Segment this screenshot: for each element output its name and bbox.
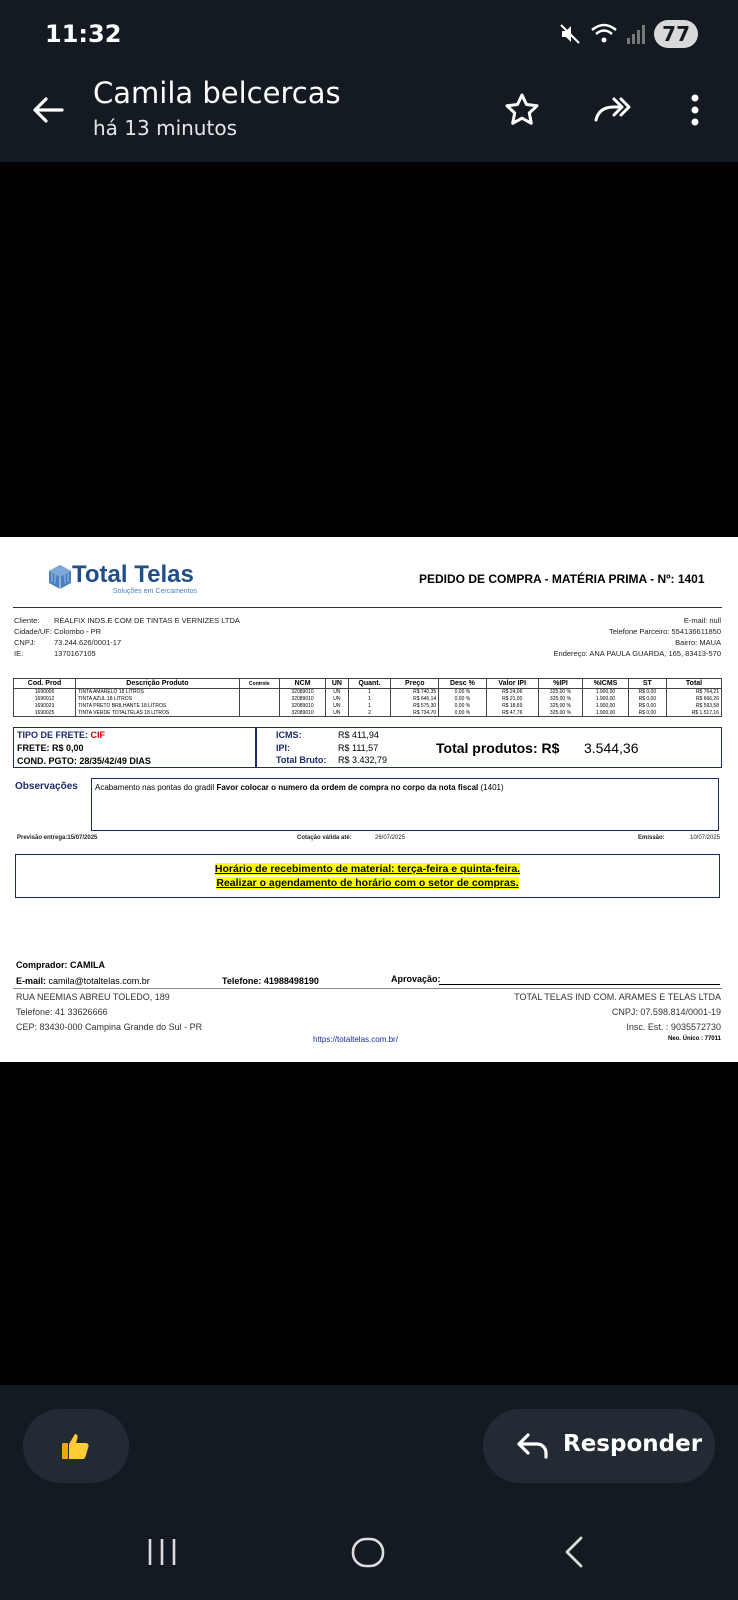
status-bar (0, 0, 738, 70)
order-title: PEDIDO DE COMPRA - MATÉRIA PRIMA - Nº: 1401 (419, 572, 705, 586)
table-cell: 1690012 (14, 696, 76, 703)
column-header: ST (628, 679, 666, 689)
table-cell: R$ 764,21 (667, 689, 722, 696)
table-cell: R$ 0,00 (628, 710, 666, 717)
mute-icon (558, 22, 582, 46)
table-cell: 1 (348, 703, 391, 710)
partner-district: Bairro: MAUA (675, 638, 721, 647)
items-table (13, 678, 722, 717)
buyer-phone-label: Telefone: (222, 976, 262, 986)
column-header: Total (667, 679, 722, 689)
freight-type-label: TIPO DE FRETE: (17, 730, 89, 740)
partner-phone: Telefone Parceiro: 554136611850 (608, 627, 721, 636)
table-cell: R$ 646,14 (391, 696, 439, 703)
table-cell: TINTA PRETO BRILHANTE 18 LITROS (76, 703, 240, 710)
table-cell: R$ 740,35 (391, 689, 439, 696)
nav-back-icon[interactable] (553, 1530, 597, 1574)
status-time: 11:32 (45, 20, 122, 48)
table-cell: 1.900,00 (583, 703, 628, 710)
obs-text-3: (1401) (480, 783, 504, 792)
table-cell: 325,00 % (538, 703, 582, 710)
items-header-row (14, 679, 722, 689)
column-header: %IPI (538, 679, 582, 689)
column-header: NCM (279, 679, 325, 689)
table-cell: UN (326, 703, 348, 710)
table-cell (239, 703, 279, 710)
purchase-order-image[interactable] (0, 537, 738, 1062)
table-cell: 1.900,00 (583, 710, 628, 717)
table-cell: 1.900,00 (583, 689, 628, 696)
sent-time: há 13 minutos (93, 116, 237, 140)
table-cell: R$ 0,00 (628, 696, 666, 703)
more-options-icon[interactable] (673, 88, 717, 132)
buyer-name: Comprador: CAMILA (16, 960, 105, 970)
table-cell: R$ 593,58 (667, 703, 722, 710)
city-label: Cidade/UF: (14, 627, 52, 636)
table-cell: 1 (348, 696, 391, 703)
ie-value: 1370167105 (54, 649, 96, 658)
buyer-phone: 41988498190 (263, 976, 319, 986)
reply-button[interactable] (483, 1409, 715, 1483)
table-cell: UN (326, 689, 348, 696)
company-cep: CEP: 83430-000 Campina Grande do Sul - PR (16, 1022, 203, 1032)
column-header: UN (326, 679, 348, 689)
table-cell: TINTA VERDE TOTALTELAS 18 LITROS (76, 710, 240, 717)
approval-line (439, 984, 720, 985)
table-cell: R$ 734,70 (391, 710, 439, 717)
column-header: Quant. (348, 679, 391, 689)
like-button[interactable] (23, 1409, 129, 1483)
cnpj-value: 73.244.626/0001-17 (54, 638, 122, 647)
reply-arrow-icon (515, 1431, 549, 1461)
logo-tagline: Soluções em Cercamentos (113, 588, 198, 595)
approval-label: Aprovação: (391, 974, 441, 984)
buyer-email-label: E-mail: (16, 976, 47, 986)
icms-label: ICMS: (276, 730, 302, 740)
table-cell: TINTA AZUL 18 LITROS (76, 696, 240, 703)
table-cell: 32089010 (279, 696, 325, 703)
company-neo: Neo. Único : 77011 (667, 1036, 721, 1042)
city-value: Colombo - PR (54, 627, 102, 636)
table-cell: R$ 24,06 (486, 689, 538, 696)
buyer-email: camila@totaltelas.com.br (48, 976, 150, 986)
bottom-bar (0, 1385, 738, 1600)
table-cell: TINTA AMARELO 18 LITROS (76, 689, 240, 696)
icms-value: R$ 411,94 (338, 730, 379, 740)
observations-box (91, 778, 719, 831)
table-cell: R$ 47,76 (486, 710, 538, 717)
table-cell (239, 696, 279, 703)
wifi-icon (590, 22, 618, 46)
table-cell: 325,00 % (538, 689, 582, 696)
table-row (14, 710, 722, 717)
gross-total-label: Total Bruto: (276, 755, 327, 765)
company-website[interactable]: https://totaltelas.com.br/ (313, 1035, 398, 1044)
column-header: %ICMS (583, 679, 628, 689)
home-icon[interactable] (346, 1530, 390, 1574)
table-cell: UN (326, 710, 348, 717)
status-icons (558, 20, 698, 48)
client-label: Cliente: (14, 616, 40, 625)
table-cell: 2 (348, 710, 391, 717)
issue-date-label: Emissão: (638, 835, 665, 841)
table-cell: 1.900,00 (583, 696, 628, 703)
table-cell: UN (326, 696, 348, 703)
table-cell: 1690023 (14, 703, 76, 710)
quote-valid-value: 26/07/2025 (375, 835, 406, 841)
table-cell: R$ 1.517,16 (667, 710, 722, 717)
footer-divider (13, 988, 722, 989)
column-header: Desc % (439, 679, 486, 689)
table-cell: 1 (348, 689, 391, 696)
observations-label: Observações (15, 781, 78, 792)
table-cell: 325,00 % (538, 710, 582, 717)
cnpj-label: CNPJ: (14, 638, 36, 647)
table-cell: R$ 0,00 (628, 703, 666, 710)
ipi-label: IPI: (276, 743, 291, 753)
items-body (14, 689, 722, 717)
quote-valid-label: Cotação válida até: (297, 835, 352, 841)
totals-box (256, 727, 722, 768)
company-phone: Telefone: 41 33626666 (16, 1007, 108, 1017)
freight-box (13, 727, 256, 768)
freight-type-value: CIF (90, 730, 106, 740)
table-cell: 0,00 % (439, 710, 486, 717)
back-arrow-icon[interactable] (28, 90, 68, 130)
total-products-label: Total produtos: R$ (436, 740, 560, 756)
notice-line-1: Horário de recebimento de material: terça-feira e quinta-feira. (214, 863, 521, 875)
reply-label: Responder (563, 1431, 703, 1457)
table-cell: 32089010 (279, 710, 325, 717)
table-row (14, 703, 722, 710)
header-divider (13, 607, 722, 608)
obs-text-1: Acabamento nas pontas do gradil (95, 783, 215, 792)
table-cell: 0,00 % (439, 703, 486, 710)
column-header: Preço (391, 679, 439, 689)
table-cell: 0,00 % (439, 696, 486, 703)
gross-total-value: R$ 3.432,79 (338, 755, 388, 765)
table-row (14, 696, 722, 703)
obs-text-2: Favor colocar o numero da ordem de compra no corpo da nota fiscal (216, 783, 479, 792)
column-header: Descrição Produto (76, 679, 240, 689)
table-cell: R$ 666,26 (667, 696, 722, 703)
partner-address: Endereço: ANA PAULA GUARDA, 165, 83413-570 (553, 649, 721, 658)
total-products-value: 3.544,36 (584, 740, 639, 756)
table-cell: 1690006 (14, 689, 76, 696)
signal-icon (626, 22, 646, 46)
payment-terms: COND. PGTO: 28/35/42/49 DIAS (17, 756, 151, 766)
forward-all-icon[interactable] (590, 88, 634, 132)
table-cell: 325,00 % (538, 696, 582, 703)
client-value: REALFIX INDS.E COM DE TINTAS E VERNIZES LTDA (54, 616, 240, 625)
ipi-value: R$ 111,57 (338, 743, 379, 753)
table-cell: R$ 575,30 (391, 703, 439, 710)
column-header: Cod. Prod (14, 679, 76, 689)
notice-box (15, 854, 720, 898)
column-header: Controle (239, 679, 279, 689)
company-cnpj: CNPJ: 07.598.814/0001-19 (611, 1007, 721, 1017)
table-cell: 32089010 (279, 703, 325, 710)
battery-indicator: 77 (654, 20, 698, 48)
table-cell (239, 710, 279, 717)
table-cell: R$ 18,69 (486, 703, 538, 710)
table-cell: R$ 0,00 (628, 689, 666, 696)
company-insc: Insc. Est. : 9035572730 (626, 1022, 721, 1032)
table-cell: 0,00 % (439, 689, 486, 696)
table-row (14, 689, 722, 696)
thumbs-up-icon (60, 1430, 92, 1462)
logo-name: Total Telas (72, 561, 194, 588)
ie-label: IE: (14, 649, 24, 658)
app-bar (0, 70, 738, 162)
issue-date-value: 10/07/2025 (690, 835, 721, 841)
company-street: RUA NEEMIAS ABREU TOLEDO, 189 (16, 992, 170, 1002)
table-cell: 32089010 (279, 689, 325, 696)
partner-email: E-mail: null (683, 616, 721, 625)
table-cell: R$ 21,00 (486, 696, 538, 703)
delivery-forecast: Previsão entrega:15/07/2025 (17, 835, 98, 841)
company-name: TOTAL TELAS IND COM. ARAMES E TELAS LTDA (514, 992, 721, 1002)
column-header: Valor IPI (486, 679, 538, 689)
notice-line-2: Realizar o agendamento de horário com o setor de compras. (216, 877, 519, 889)
freight-value: FRETE: R$ 0,00 (17, 743, 84, 753)
star-icon[interactable] (500, 88, 544, 132)
recent-apps-icon[interactable] (140, 1530, 184, 1574)
table-cell (239, 689, 279, 696)
sender-name: Camila belcercas (93, 76, 341, 110)
logo-cube-icon (47, 564, 73, 590)
table-cell: 1690025 (14, 710, 76, 717)
